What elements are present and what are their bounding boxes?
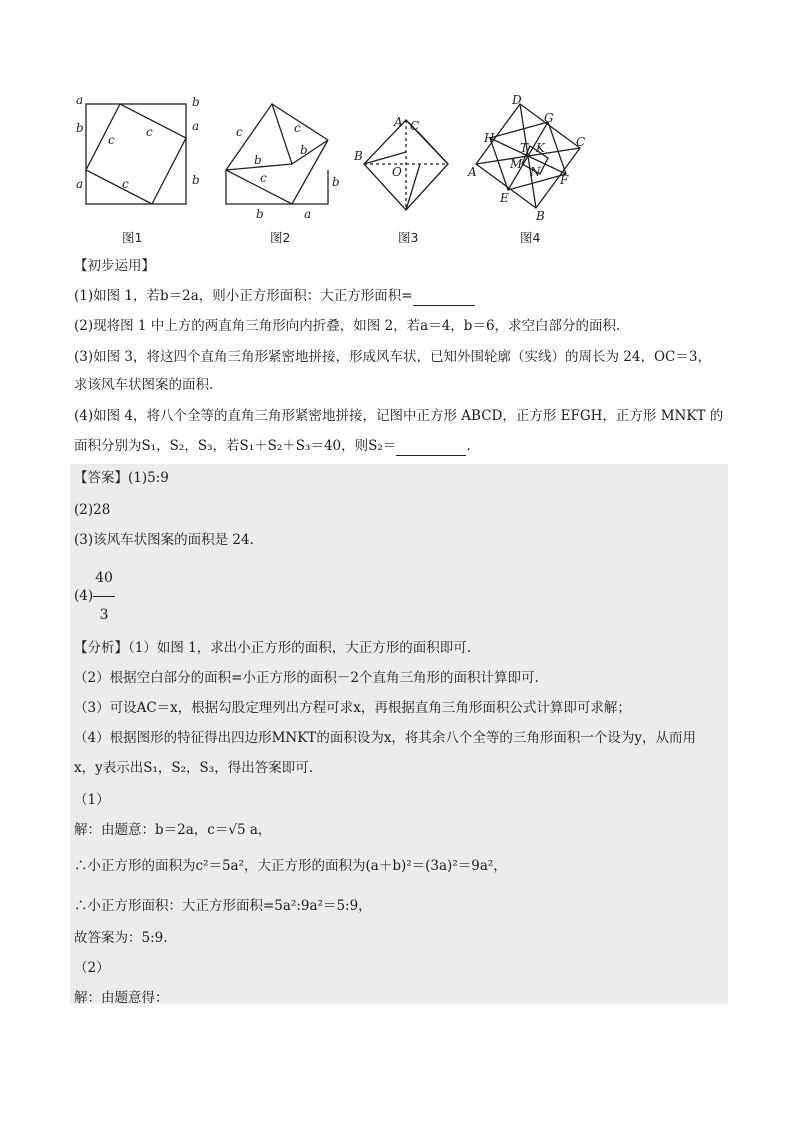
- figure-3-diagram: [364, 120, 448, 210]
- svg-text:G: G: [544, 111, 554, 125]
- svg-text:b: b: [256, 207, 264, 221]
- answer-4-fraction: [93, 560, 115, 633]
- analysis-line-7: 解：由题意：b＝2a，c＝√5 a，: [74, 822, 272, 838]
- analysis-line-8: ∴小正方形的面积为c²＝5a²，大正方形的面积为(a＋b)²＝(3a)²＝9a²，: [74, 858, 507, 874]
- svg-text:b: b: [300, 143, 308, 157]
- svg-text:M: M: [510, 157, 523, 171]
- svg-text:c: c: [236, 125, 243, 139]
- answer-1: 【答案】(1)5:9: [74, 470, 169, 486]
- svg-text:a: a: [304, 207, 312, 221]
- svg-text:c: c: [122, 177, 129, 191]
- question-2: (2)现将图 1 中上方的两直角三角形向内折叠，如图 2，若a＝4，b＝6，求空白部分的面积.: [74, 318, 621, 334]
- svg-text:O: O: [392, 165, 402, 179]
- svg-text:b: b: [76, 121, 84, 135]
- analysis-line-4: （4）根据图形的特征得出四边形MNKT的面积设为x，将其余八个全等的三角形面积一个设为y，从而用: [74, 730, 697, 746]
- svg-text:c: c: [108, 133, 115, 147]
- analysis-line-10: 故答案为：5:9.: [74, 930, 168, 946]
- svg-text:b: b: [332, 175, 340, 189]
- figure-2-diagram: [226, 104, 328, 204]
- svg-text:D: D: [512, 93, 522, 107]
- analysis-line-6: （1）: [74, 792, 110, 808]
- answer-blank-1[interactable]: [413, 291, 475, 306]
- svg-text:b: b: [192, 173, 200, 187]
- fig4-caption: 图4: [520, 230, 541, 245]
- svg-text:N: N: [530, 165, 541, 179]
- fig1-label-b-top-right: b: [192, 95, 200, 109]
- analysis-line-1: 【分析】（1）如图 1，求出小正方形的面积，大正方形的面积即可.: [74, 640, 472, 656]
- fraction-denominator: 3: [99, 607, 109, 623]
- svg-text:c: c: [260, 171, 267, 185]
- figures-row: [60, 92, 620, 252]
- svg-text:K: K: [536, 141, 545, 155]
- analysis-line-12: 解：由题意得：: [74, 990, 169, 1006]
- question-4-line-2: [74, 436, 471, 456]
- svg-text:A: A: [394, 115, 403, 129]
- svg-text:F: F: [560, 173, 569, 187]
- svg-text:c: c: [146, 125, 153, 139]
- svg-text:c: c: [294, 121, 301, 135]
- svg-text:b: b: [254, 153, 262, 167]
- analysis-line-3: （3）可设AC＝x，根据勾股定理列出方程可求x，再根据直角三角形面积公式计算即可求解；: [74, 700, 631, 716]
- analysis-line-5: x，y表示出S₁，S₂，S₃，得出答案即可.: [74, 760, 314, 776]
- svg-text:B: B: [354, 149, 363, 163]
- figure-1-diagram: [86, 104, 186, 204]
- svg-text:C: C: [410, 119, 420, 133]
- question-1: [74, 286, 475, 306]
- analysis-line-11: （2）: [74, 960, 110, 976]
- geometry-figures: [60, 92, 620, 252]
- svg-text:A: A: [468, 165, 477, 179]
- answer-4: [74, 560, 115, 633]
- svg-text:a: a: [192, 119, 200, 133]
- fig2-caption: 图2: [270, 230, 291, 245]
- svg-text:T: T: [520, 141, 529, 155]
- question-3-line-2: 求该风车状图案的面积.: [74, 377, 214, 393]
- analysis-line-9: ∴小正方形面积：大正方形面积=5a²:9a²＝5:9，: [74, 898, 372, 914]
- answer-4-prefix: (4): [74, 588, 94, 604]
- analysis-line-2: （2）根据空白部分的面积=小正方形的面积－2个直角三角形的面积计算即可.: [74, 670, 539, 686]
- fig1-label-a-top: a: [76, 93, 84, 107]
- answer-2: (2)28: [74, 502, 111, 518]
- svg-text:H: H: [484, 131, 495, 145]
- svg-text:E: E: [500, 191, 509, 205]
- question-3-line-1: (3)如图 3，将这四个直角三角形紧密地拼接，形成风车状，已知外围轮廓（实线）的周长为 24，OC＝3，: [74, 349, 711, 365]
- fig3-caption: 图3: [398, 230, 419, 245]
- svg-text:C: C: [576, 135, 586, 149]
- fraction-numerator: 40: [93, 560, 115, 597]
- answer-blank-4[interactable]: [396, 441, 466, 456]
- question-4-text: 面积分别为S₁，S₂，S₃，若S₁＋S₂＋S₃＝40，则S₂＝: [74, 438, 397, 454]
- question-4-end: .: [466, 438, 471, 454]
- svg-text:B: B: [536, 209, 545, 223]
- answer-3: (3)该风车状图案的面积是 24.: [74, 532, 254, 548]
- question-1-text: (1)如图 1，若b＝2a，则小正方形面积：大正方形面积=: [74, 288, 413, 304]
- section-title: 【初步运用】: [74, 258, 155, 274]
- svg-text:a: a: [76, 177, 84, 191]
- fig1-caption: 图1: [122, 230, 143, 245]
- question-4-line-1: (4)如图 4，将八个全等的直角三角形紧密地拼接，记图中正方形 ABCD，正方形 EFGH，正方形 MNKT 的: [74, 408, 724, 424]
- figure-4-diagram: [476, 104, 580, 208]
